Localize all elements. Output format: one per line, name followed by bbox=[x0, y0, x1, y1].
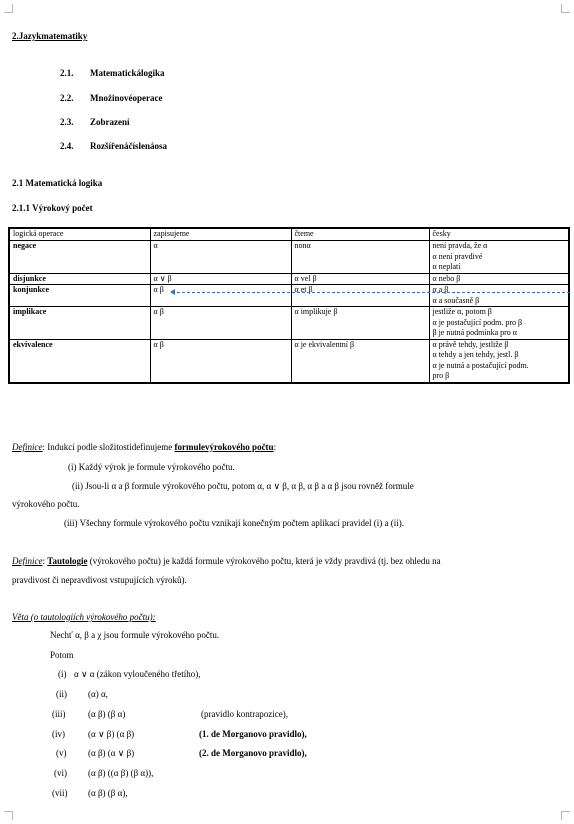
table-header-cell: logická operace bbox=[9, 228, 150, 241]
definition-text-cont: pravdivost či nepravdivost vstupujících výroků). bbox=[12, 575, 187, 585]
corner-mark bbox=[561, 4, 570, 13]
czech-line: α nebo β bbox=[432, 273, 461, 283]
reading-cell: α implikuje β bbox=[291, 307, 429, 340]
definition-rule-iii: (iii) Všechny formule výrokového počtu vznikají konečným počtem aplikací pravidel (i) a (ii). bbox=[64, 518, 404, 528]
definition-text: (výrokového počtu) je každá formule výrokového počtu, která je vždy pravdivá (tj. bez ohledu na bbox=[87, 556, 441, 566]
list-item-number: (vi) bbox=[54, 768, 67, 778]
reading-cell: α vel β bbox=[291, 273, 429, 285]
czech-line: α je nutná a postačující podm. bbox=[432, 360, 529, 370]
corner-mark bbox=[4, 811, 13, 820]
czech-line: není pravda, že α bbox=[432, 241, 488, 250]
list-item-formula: α ∨ α (zákon vyloučeného třetího), bbox=[74, 669, 201, 679]
list-item-number: (iii) bbox=[52, 709, 66, 719]
table-row bbox=[9, 307, 569, 340]
theorem-premise: Nechť α, β a χ jsou formule výrokového počtu. bbox=[50, 630, 220, 640]
reading-cell: α je ekvivalentní β bbox=[291, 339, 429, 383]
toc-number: 2.2. bbox=[60, 93, 74, 103]
definition-sep: : bbox=[42, 556, 48, 566]
theorem-then: Potom bbox=[50, 650, 74, 660]
definition-colon: : bbox=[273, 442, 277, 452]
list-item-formula: (α β) ((α β) (β α)), bbox=[88, 768, 154, 778]
czech-cell bbox=[429, 241, 569, 274]
czech-line: α a β bbox=[432, 285, 449, 294]
operation-name: implikace bbox=[9, 307, 150, 340]
list-item-note: (2. de Morganovo pravidlo), bbox=[199, 748, 307, 758]
czech-line: α není pravdivé bbox=[432, 251, 483, 261]
table-row bbox=[9, 273, 569, 285]
definition-tautology bbox=[12, 556, 441, 567]
definition-rule-i: (i) Každý výrok je formule výrokového počtu. bbox=[68, 462, 235, 472]
operation-name: disjunkce bbox=[9, 273, 150, 285]
notation-cell: α bbox=[150, 241, 291, 274]
list-item-number: (ii) bbox=[56, 689, 67, 699]
table-row bbox=[9, 241, 569, 274]
czech-line: pro β bbox=[432, 371, 450, 380]
czech-line: β je nutná podmínka pro α bbox=[432, 328, 517, 337]
operation-name: konjunkce bbox=[9, 285, 150, 307]
list-item-number: (i) bbox=[58, 669, 67, 679]
czech-cell bbox=[429, 339, 569, 383]
dashed-pointer-line bbox=[172, 292, 570, 293]
reading-cell: nonα bbox=[291, 241, 429, 274]
defined-term: formulevýrokového počtu bbox=[174, 442, 274, 452]
toc-item[interactable]: Rozšířenáčíslenáosa bbox=[90, 141, 167, 151]
toc-number: 2.1. bbox=[60, 68, 74, 78]
list-item-formula: (α ∨ β) (α β) bbox=[88, 729, 135, 739]
list-item-number: (iv) bbox=[52, 729, 65, 739]
list-item-formula: (α β) (α ∨ β) bbox=[88, 748, 135, 758]
list-item-number: (v) bbox=[56, 748, 67, 758]
czech-cell bbox=[429, 285, 569, 307]
czech-line: α neplatí bbox=[432, 262, 461, 271]
operation-name: ekvivalence bbox=[9, 339, 150, 383]
reading-cell: α et β bbox=[291, 285, 429, 307]
notation-cell: α β bbox=[150, 285, 291, 307]
definition-label: Definice bbox=[12, 556, 43, 566]
corner-mark bbox=[561, 811, 570, 820]
list-item-formula: (α β) (β α), bbox=[88, 788, 128, 798]
notation-cell: α β bbox=[150, 307, 291, 340]
definition-rule-ii: (ii) Jsou-li α a β formule výrokového počtu, potom α, α ∨ β, α β, α β a α β jsou rovněž formule bbox=[72, 481, 414, 491]
subsection-heading: 2.1.1 Výrokový počet bbox=[12, 203, 93, 213]
czech-cell bbox=[429, 273, 569, 285]
czech-line: α právě tehdy, jestliže β bbox=[432, 339, 509, 349]
toc-item[interactable]: Zobrazení bbox=[90, 117, 130, 127]
czech-cell bbox=[429, 307, 569, 340]
definition-formula bbox=[12, 442, 276, 453]
notation-cell: α β bbox=[150, 339, 291, 383]
czech-line: α a současně β bbox=[432, 295, 480, 305]
table-header-cell: čteme bbox=[291, 228, 429, 241]
toc-item[interactable]: Množinovéoperace bbox=[90, 93, 163, 103]
list-item-note: (1. de Morganovo pravidlo), bbox=[199, 729, 307, 739]
table-header-cell: zapisujeme bbox=[150, 228, 291, 241]
czech-line: α je postačující podm. pro β bbox=[432, 317, 523, 327]
toc-number: 2.4. bbox=[60, 141, 74, 151]
toc-item[interactable]: Matematickálogika bbox=[90, 68, 165, 78]
toc-number: 2.3. bbox=[60, 117, 74, 127]
czech-line: α tehdy a jen tehdy, jestl. β bbox=[432, 350, 519, 359]
table-header-row bbox=[9, 228, 569, 241]
defined-term: Tautologie bbox=[47, 556, 88, 566]
list-item-note: (pravidlo kontrapozice), bbox=[201, 709, 288, 719]
table-header-cell: česky bbox=[429, 228, 569, 241]
corner-mark bbox=[4, 4, 13, 13]
list-item-number: (vii) bbox=[52, 788, 68, 798]
czech-line: jestliže α, potom β bbox=[432, 307, 492, 316]
definition-intro: : Indukcí podle složitostidefinujeme bbox=[42, 442, 175, 452]
notation-cell: α ∨ β bbox=[150, 273, 291, 285]
list-item-formula: (α β) (β α) bbox=[88, 709, 126, 719]
table-row bbox=[9, 339, 569, 383]
logic-operations-table bbox=[8, 227, 570, 384]
definition-rule-ii-cont: výrokového počtu. bbox=[12, 499, 80, 509]
theorem-title: Věta (o tautologiích výrokového počtu): bbox=[12, 612, 156, 622]
chapter-heading: 2.Jazykmatematiky bbox=[12, 31, 88, 41]
table-row bbox=[9, 285, 569, 307]
definition-label: Definice bbox=[12, 442, 43, 452]
operation-name: negace bbox=[9, 241, 150, 274]
list-item-formula: (α) α, bbox=[88, 689, 108, 699]
section-heading: 2.1 Matematická logika bbox=[12, 178, 103, 188]
